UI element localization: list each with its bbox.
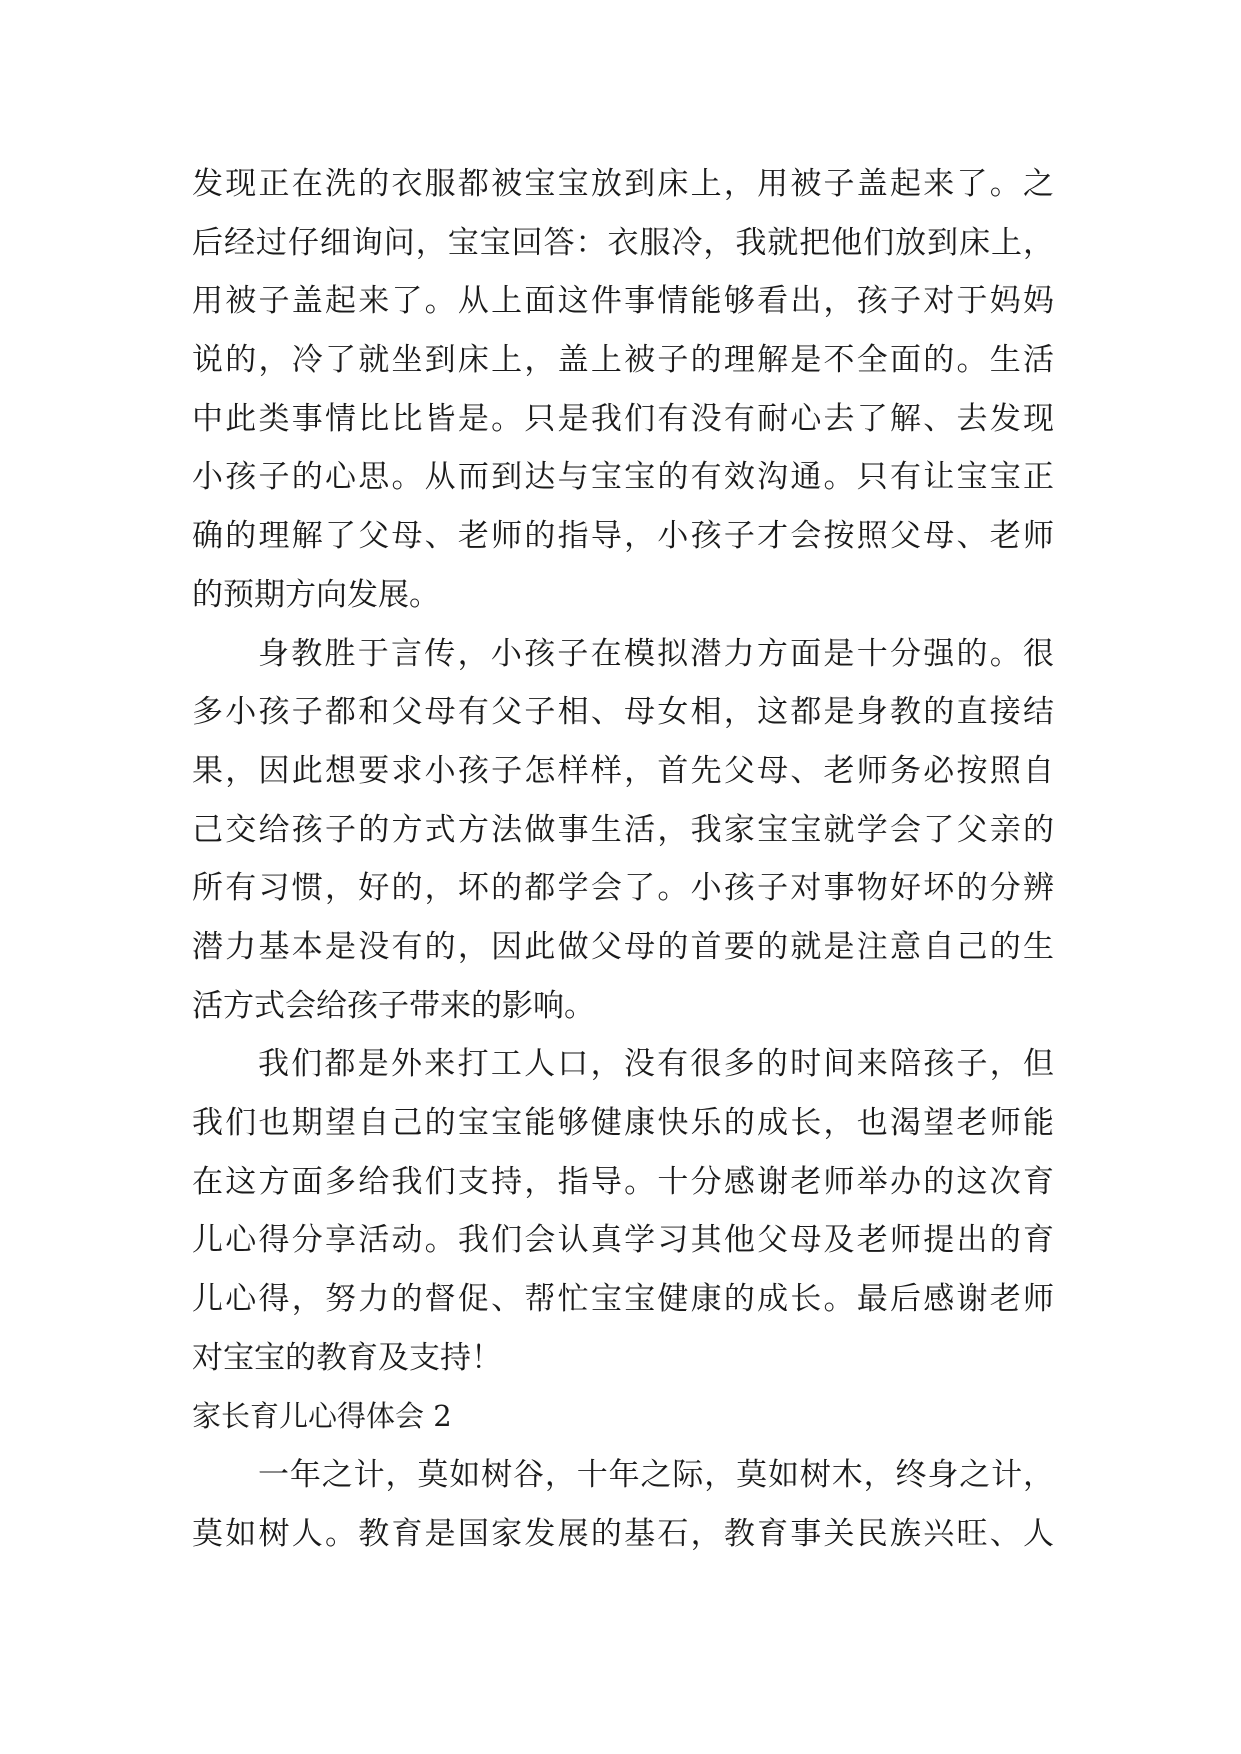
text-line: 潜力基本是没有的，因此做父母的首要的就是注意自己的生	[192, 928, 1054, 965]
text-line: 发现正在洗的衣服都被宝宝放到床上，用被子盖起来了。之	[192, 166, 1054, 202]
text-line: 的预期方向发展。	[192, 576, 440, 613]
text-line: 儿心得，努力的督促、帮忙宝宝健康的成长。最后感谢老师	[192, 1281, 1054, 1318]
text-line: 中此类事情比比皆是。只是我们有没有耐心去了解、去发现	[192, 400, 1054, 437]
text-line: 己交给孩子的方式方法做事生活，我家宝宝就学会了父亲的	[192, 811, 1054, 848]
text-line: 用被子盖起来了。从上面这件事情能够看出，孩子对于妈妈	[192, 283, 1054, 320]
text-line: 儿心得分享活动。我们会认真学习其他父母及老师提出的育	[192, 1222, 1054, 1259]
text-line: 活方式会给孩子带来的影响。	[192, 987, 595, 1024]
paragraph	[192, 155, 1054, 625]
text-line: 多小孩子都和父母有父子相、母女相，这都是身教的直接结	[192, 694, 1054, 731]
text-line: 后经过仔细询问，宝宝回答：衣服冷，我就把他们放到床上，	[192, 224, 1054, 261]
text-line: 身教胜于言传，小孩子在模拟潜力方面是十分强的。很	[258, 635, 1054, 672]
section-heading: 家长育儿心得体会 2	[192, 1399, 452, 1434]
text-line: 小孩子的心思。从而到达与宝宝的有效沟通。只有让宝宝正	[192, 459, 1054, 496]
text-line: 一年之计，莫如树谷，十年之际，莫如树木，终身之计，	[258, 1457, 1054, 1494]
document-body	[192, 155, 1054, 1564]
text-line: 所有习惯，好的，坏的都学会了。小孩子对事物好坏的分辨	[192, 870, 1054, 907]
text-line: 在这方面多给我们支持，指导。十分感谢老师举办的这次育	[192, 1163, 1054, 1200]
text-line: 果，因此想要求小孩子怎样样，首先父母、老师务必按照自	[192, 752, 1054, 789]
paragraph	[192, 1035, 1054, 1387]
text-line: 我们也期望自己的宝宝能够健康快乐的成长，也渴望老师能	[192, 1105, 1054, 1141]
text-line: 对宝宝的教育及支持！	[192, 1339, 502, 1376]
text-line: 说的，冷了就坐到床上，盖上被子的理解是不全面的。生活	[192, 342, 1054, 379]
paragraph	[192, 1446, 1054, 1563]
paragraph	[192, 625, 1054, 1036]
text-line: 确的理解了父母、老师的指导，小孩子才会按照父母、老师	[192, 518, 1054, 555]
text-line: 莫如树人。教育是国家发展的基石，教育事关民族兴旺、人	[192, 1515, 1054, 1552]
text-line: 我们都是外来打工人口，没有很多的时间来陪孩子，但	[258, 1046, 1054, 1083]
